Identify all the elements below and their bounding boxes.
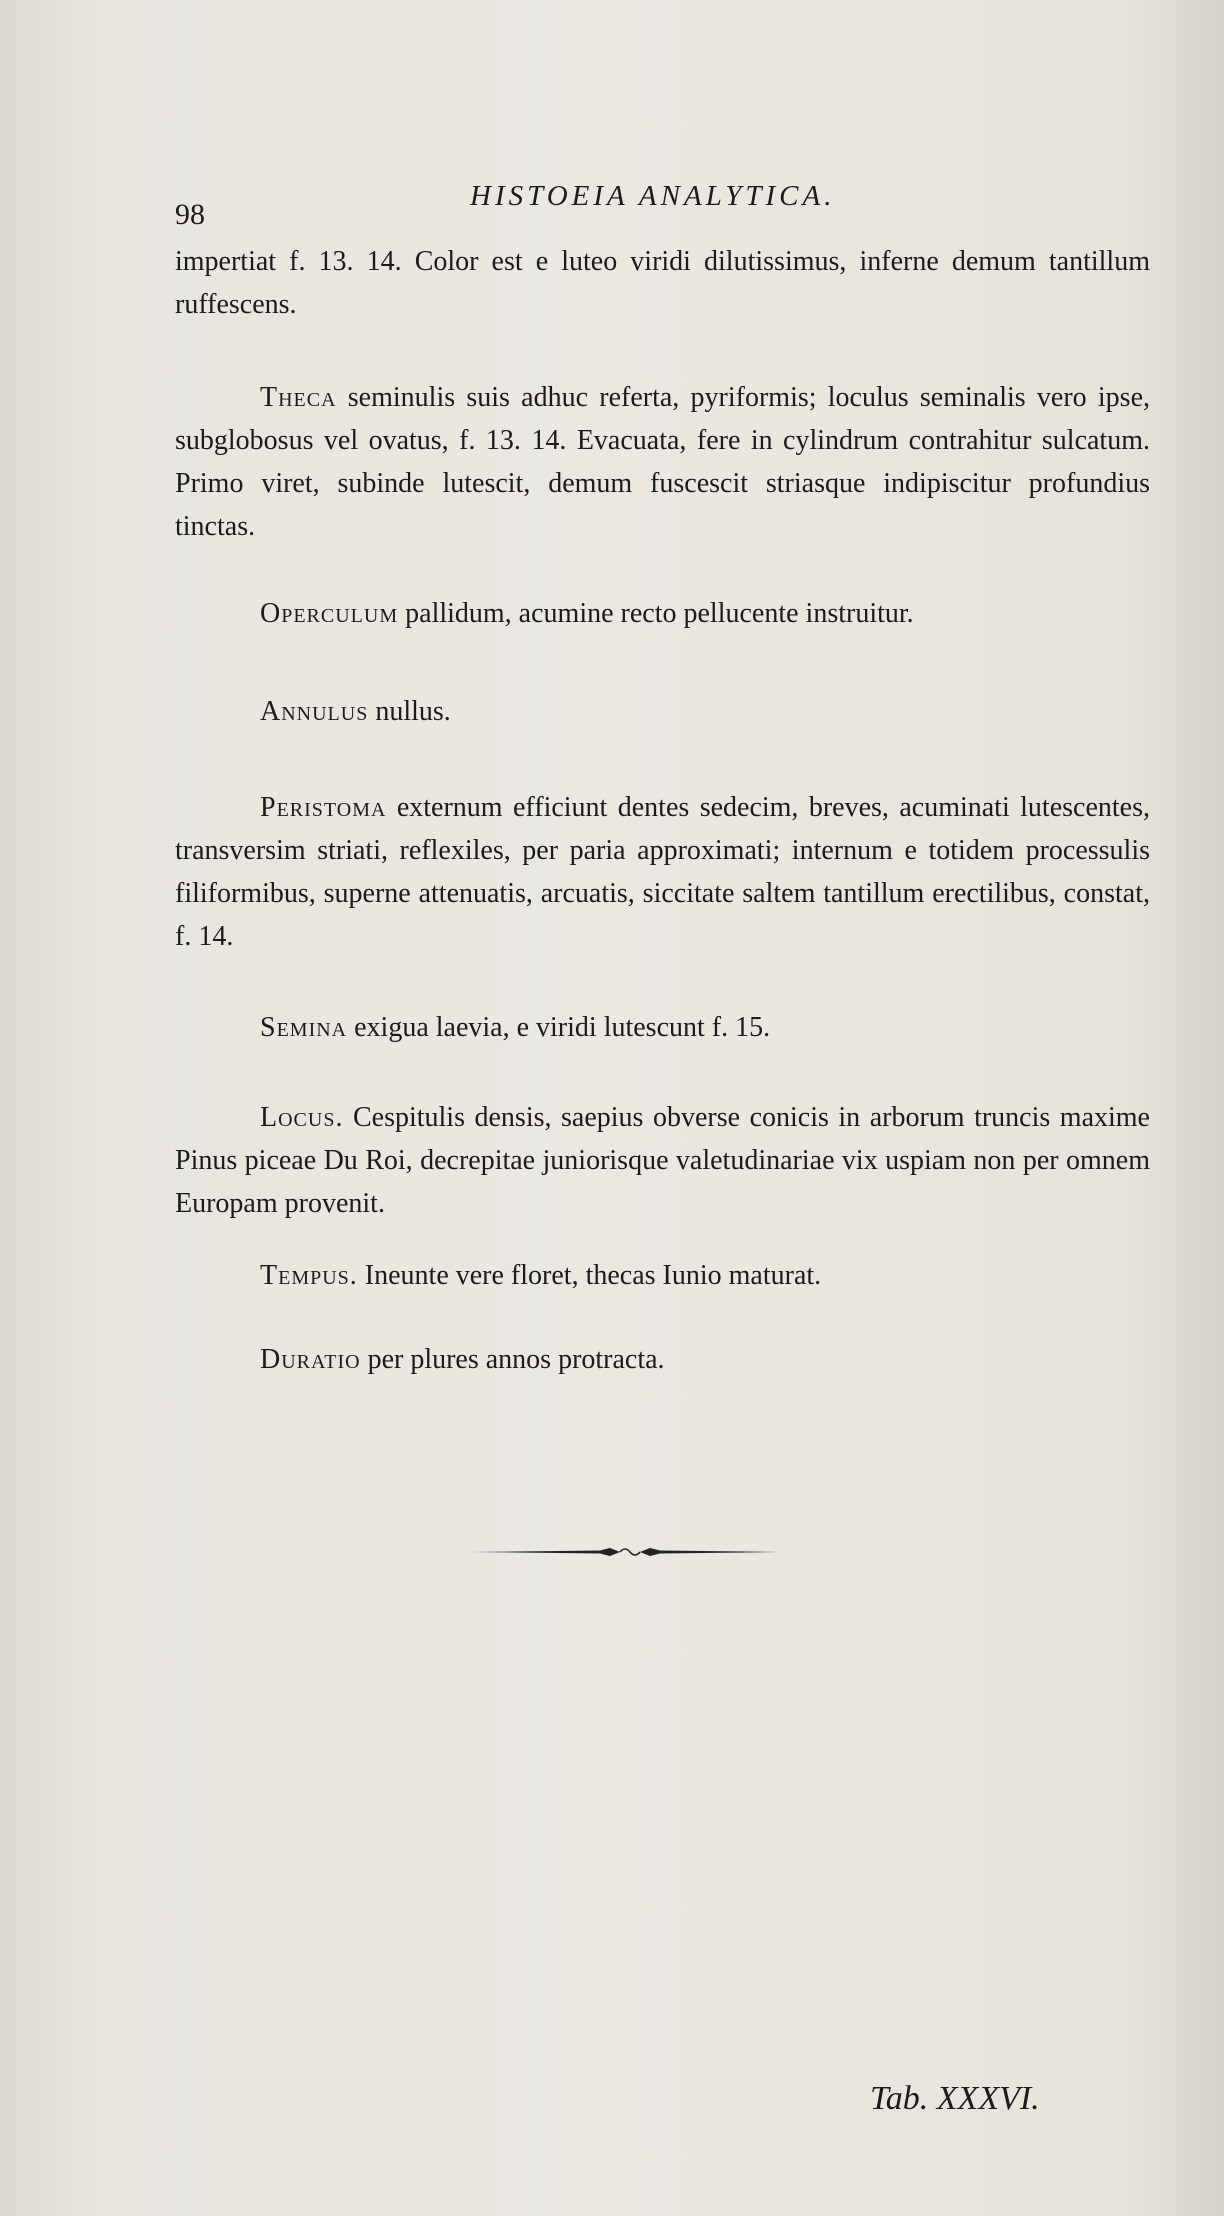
running-title: HISTOEIA ANALYTICA. bbox=[470, 180, 836, 212]
paragraph-text: pallidum, acumine recto pellucente instruitur. bbox=[398, 598, 914, 629]
paragraph-lead: Annulus bbox=[260, 696, 369, 727]
paragraph-lead: Duratio bbox=[260, 1344, 361, 1375]
paragraph-lead: Locus. bbox=[260, 1102, 344, 1133]
paragraph-operculum bbox=[175, 592, 1150, 635]
paragraph-text: nullus. bbox=[368, 696, 451, 727]
paragraph-duratio bbox=[175, 1338, 1150, 1381]
paragraph-annulus bbox=[175, 690, 1150, 733]
paragraph-locus bbox=[175, 1096, 1150, 1225]
page-header bbox=[175, 170, 1150, 230]
ornamental-rule bbox=[470, 1544, 780, 1560]
show-through-texture bbox=[150, 400, 1050, 2050]
paragraph-lead: Semina bbox=[260, 1012, 348, 1043]
page-number: 98 bbox=[175, 198, 205, 231]
paragraph-lead: Peristoma bbox=[260, 792, 387, 823]
paragraph-lead: Theca bbox=[260, 382, 337, 413]
paragraph-text: per plures annos protracta. bbox=[360, 1344, 665, 1375]
paragraph-lead: Operculum bbox=[260, 598, 399, 629]
paragraph-continuation bbox=[175, 240, 1150, 326]
paragraph-theca bbox=[175, 376, 1150, 548]
plate-reference: Tab. XXXVI. bbox=[870, 2080, 1040, 2117]
paragraph-tempus bbox=[175, 1254, 1150, 1297]
paragraph-semina bbox=[175, 1006, 1150, 1049]
paragraph-text: Cespitulis densis, saepius obverse conicis in arborum truncis maxime Pinus piceae Du Roi, decrepitae juniorisque valetudinariae vix uspiam non per omnem Europam provenit. bbox=[175, 1102, 1150, 1219]
paragraph-text: exigua laevia, e viridi lutescunt f. 15. bbox=[347, 1012, 771, 1043]
paragraph-text: Ineunte vere floret, thecas Iunio maturat. bbox=[357, 1260, 822, 1291]
paragraph-text: externum efficiunt dentes sedecim, breves, acuminati lutescentes, transversim striati, reflexiles, per paria approximati; internum e totidem processulis filiformibus, superne attenuatis, arcuatis, siccitate saltem tantillum erectilibus, constat, f. 14. bbox=[175, 792, 1150, 952]
paragraph-peristoma bbox=[175, 786, 1150, 958]
paragraph-text: impertiat f. 13. 14. Color est e luteo viridi dilutissimus, inferne demum tantillum ruffescens. bbox=[175, 246, 1150, 320]
paragraph-lead: Tempus. bbox=[260, 1260, 358, 1291]
paragraph-text: seminulis suis adhuc referta, pyriformis; loculus seminalis vero ipse, subglobosus vel ovatus, f. 13. 14. Evacuata, fere in cylindrum contrahitur sulcatum. Primo viret, subinde lutescit, demum fuscescit striasque indipiscitur profundius tinctas. bbox=[175, 382, 1150, 542]
